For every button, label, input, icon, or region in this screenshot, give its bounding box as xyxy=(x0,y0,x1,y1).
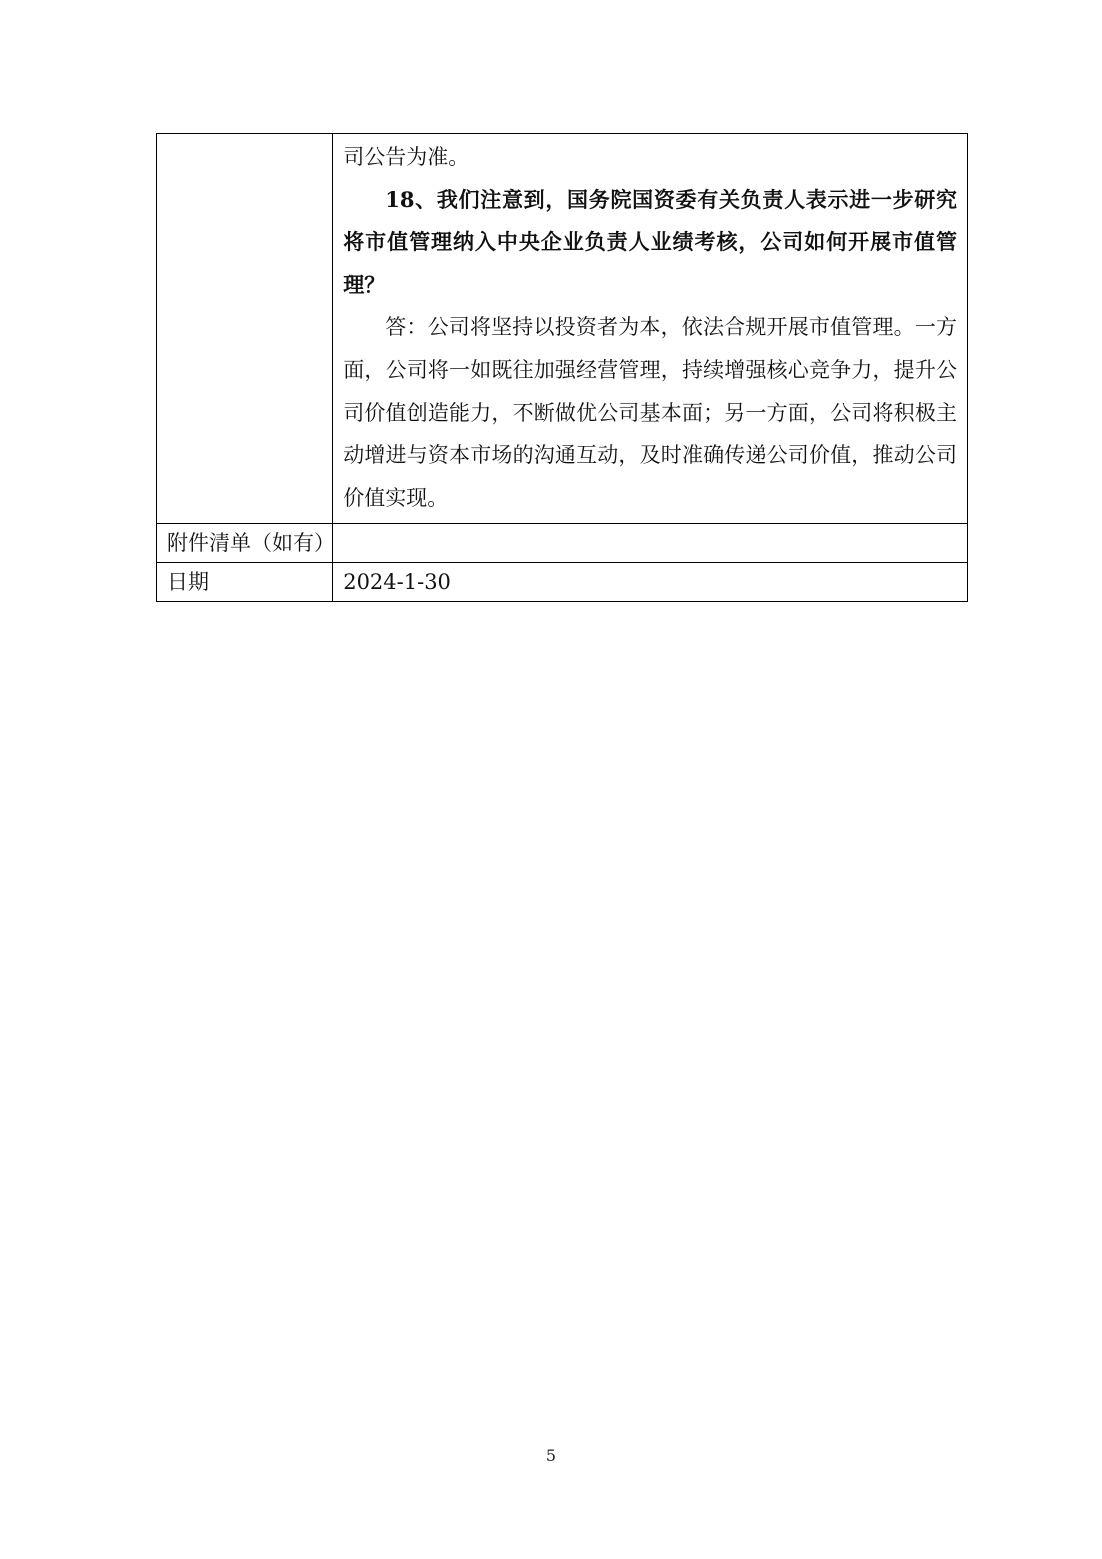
content-cell xyxy=(333,134,968,524)
date-value: 2024-1-30 xyxy=(333,563,968,602)
question-text: 18、我们注意到，国务院国资委有关负责人表示进一步研究将市值管理纳入中央企业负责人业绩考核，公司如何开展市值管理？ xyxy=(343,186,957,297)
attachments-row xyxy=(157,524,968,563)
date-row xyxy=(157,563,968,602)
answer-text: 答：公司将坚持以投资者为本，依法合规开展市值管理。一方面，公司将一如既往加强经营管理，持续增强核心竞争力，提升公司价值创造能力，不断做优公司基本面；另一方面，公司将积极主动增进与资本市场的沟通互动，及时准确传递公司价值，推动公司价值实现。 xyxy=(343,315,957,510)
info-table xyxy=(156,133,968,602)
continuation-text: 司公告为准。 xyxy=(343,145,470,169)
date-label: 日期 xyxy=(157,563,333,602)
attachments-label: 附件清单（如有） xyxy=(157,524,333,563)
content-label-cell xyxy=(157,134,333,524)
content-row xyxy=(157,134,968,524)
attachments-value xyxy=(333,524,968,563)
page-number: 5 xyxy=(545,1446,557,1465)
